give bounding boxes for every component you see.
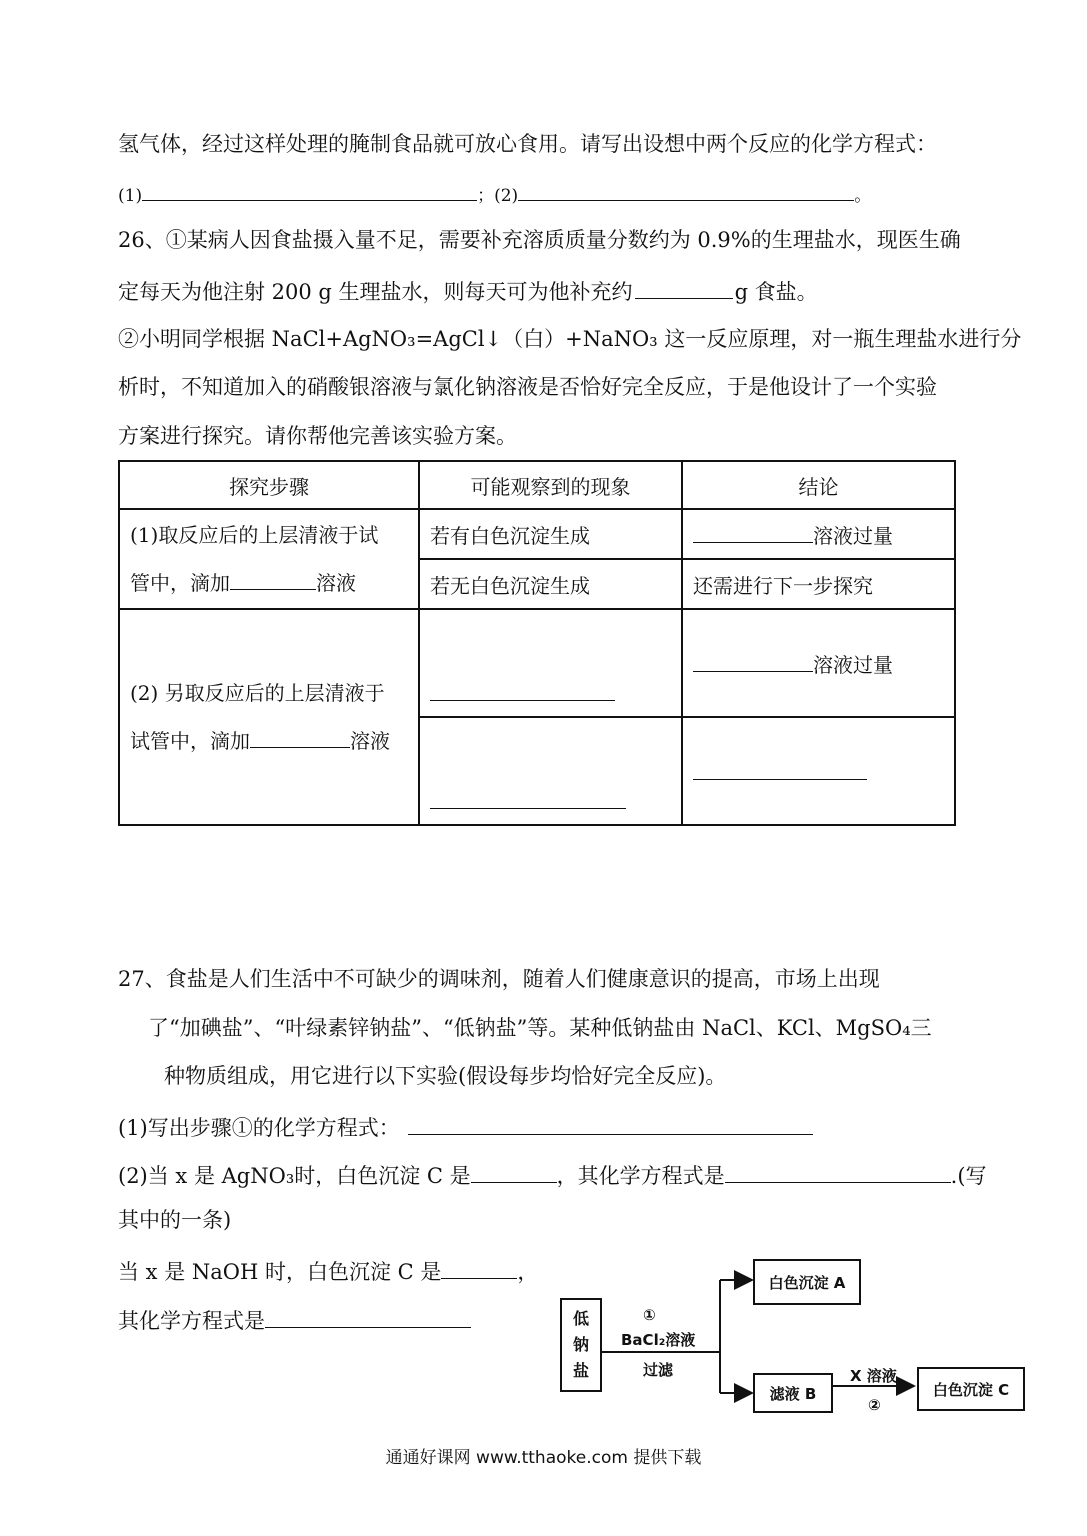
q26-line5: 方案进行探究。请你帮他完善该实验方案。 [118, 424, 517, 448]
q27-sub2-cont: 其中的一条) [118, 1208, 232, 1232]
step1-reagent: BaCl₂溶液 [621, 1331, 696, 1349]
phenomenon3-cell [419, 609, 682, 717]
step2-prefix: 试管中，滴加 [130, 729, 250, 753]
q25-answer-blank-2[interactable] [518, 178, 854, 201]
source-char-1: 低 [572, 1309, 589, 1328]
q26-salt-mass-blank[interactable] [635, 276, 733, 299]
q27-naoh-equation-blank[interactable] [265, 1305, 471, 1328]
conclusion1-cell [682, 509, 955, 559]
source-char-3: 盐 [572, 1361, 589, 1380]
conclusion1-text: 溶液过量 [813, 523, 893, 548]
q26-line4: 析时，不知道加入的硝酸银溶液与氯化钠溶液是否恰好完全反应，于是他设计了一个实验 [118, 375, 937, 399]
header-phenomenon: 可能观察到的现象 [419, 461, 682, 509]
q27-sub4-text: 其化学方程式是 [118, 1309, 265, 1333]
q27-precipitate-c-naoh-blank[interactable] [441, 1256, 517, 1279]
q27-sub3-text-b: ， [517, 1260, 539, 1284]
q27-sub2-text-a: (2)当 x 是 AgNO₃时，白色沉淀 C 是 [118, 1164, 471, 1188]
q27-sub2-text-c: .(写 [950, 1164, 987, 1188]
table-header-row [119, 461, 955, 509]
q27-sub1 [118, 1112, 813, 1142]
step2-suffix: 溶液 [350, 729, 390, 753]
flow-diagram [555, 1255, 1035, 1425]
q27-sub3-text-a: 当 x 是 NaOH 时，白色沉淀 C 是 [118, 1260, 442, 1284]
q26-line2-text: 定每天为他注射 200 g 生理盐水，则每天可为他补充约 [118, 280, 633, 304]
filtrate-b-box: 滤液 B [753, 1373, 833, 1413]
conclusion3-text: 溶液过量 [813, 652, 893, 677]
low-sodium-salt-box [560, 1298, 602, 1392]
q27-sub2-text-b: ，其化学方程式是 [556, 1164, 725, 1188]
step2-text-b [130, 717, 408, 765]
q27-sub1-text: (1)写出步骤①的化学方程式： [118, 1116, 400, 1140]
conclusion3-cell [682, 609, 955, 717]
q27-sub3 [118, 1256, 538, 1286]
step1-operation: 过滤 [643, 1361, 674, 1379]
q27-line2: 了“加碘盐”、“叶绿素锌钠盐”、“低钠盐”等。某种低钠盐由 NaCl、KCl、MgSO₄三 [148, 1016, 932, 1040]
step2-reagent-blank[interactable] [250, 725, 350, 748]
phenomenon2-cell: 若无白色沉淀生成 [419, 559, 682, 609]
q27-sub2 [118, 1160, 987, 1190]
q26-line3: ②小明同学根据 NaCl+AgNO₃=AgCl↓（白）+NaNO₃ 这一反应原理，对一瓶生理盐水进行分 [118, 327, 1022, 351]
table-row [119, 609, 955, 717]
q27-precipitate-c-agno3-blank[interactable] [471, 1160, 557, 1183]
source-char-2: 钠 [572, 1335, 589, 1354]
step2-number: ② [868, 1396, 881, 1414]
experiment-table [118, 460, 956, 826]
table-row [119, 509, 955, 559]
conclusion2-cell: 还需进行下一步探究 [682, 559, 955, 609]
precipitate-a-box: 白色沉淀 A [753, 1259, 861, 1305]
step2-reagent: X 溶液 [850, 1367, 897, 1385]
q25-answer-line [118, 178, 871, 210]
phenomenon4-cell [419, 717, 682, 825]
q25-separator: ； [477, 186, 495, 206]
phenomenon4-blank[interactable] [430, 786, 626, 809]
step1-reagent-blank[interactable] [230, 567, 316, 590]
header-conclusion: 结论 [682, 461, 955, 509]
conclusion3-blank[interactable] [693, 649, 813, 672]
q25-blank1-label: (1) [118, 186, 143, 206]
header-steps: 探究步骤 [119, 461, 419, 509]
precipitate-c-box: 白色沉淀 C [917, 1367, 1025, 1411]
q27-line3: 种物质组成，用它进行以下实验(假设每步均恰好完全反应)。 [164, 1064, 727, 1088]
conclusion4-blank[interactable] [693, 757, 867, 780]
step1-cell [119, 509, 419, 609]
step1-suffix: 溶液 [316, 571, 356, 595]
q27-step1-equation-blank[interactable] [408, 1112, 813, 1135]
step2-cell [119, 609, 419, 825]
q25-blank2-label: (2) [494, 186, 519, 206]
q25-end: 。 [854, 186, 872, 206]
step1-prefix: 管中，滴加 [130, 571, 230, 595]
q26-line2 [118, 276, 818, 306]
q26-line1: 26、①某病人因食盐摄入量不足，需要补充溶质质量分数约为 0.9%的生理盐水，现医生确 [118, 228, 961, 252]
q26-line2-unit: g 食盐。 [734, 280, 818, 304]
step1-text-b [130, 559, 408, 607]
conclusion4-cell [682, 717, 955, 825]
q27-line1: 27、食盐是人们生活中不可缺少的调味剂，随着人们健康意识的提高，市场上出现 [118, 967, 880, 991]
phenomenon3-blank[interactable] [430, 678, 615, 701]
q27-sub4 [118, 1305, 471, 1335]
q25-answer-blank-1[interactable] [142, 178, 477, 201]
step2-text-a: (2) 另取反应后的上层清液于 [130, 681, 385, 705]
step1-text-a: (1)取反应后的上层清液于试 [130, 523, 379, 547]
q25-line1: 氢气体，经过这样处理的腌制食品就可放心食用。请写出设想中两个反应的化学方程式： [118, 132, 937, 156]
step1-number: ① [643, 1306, 656, 1324]
phenomenon1-cell: 若有白色沉淀生成 [419, 509, 682, 559]
footer-credit: 通通好课网 www.tthaoke.com 提供下载 [385, 1448, 702, 1468]
q27-agno3-equation-blank[interactable] [725, 1160, 951, 1183]
conclusion1-blank[interactable] [693, 520, 813, 543]
